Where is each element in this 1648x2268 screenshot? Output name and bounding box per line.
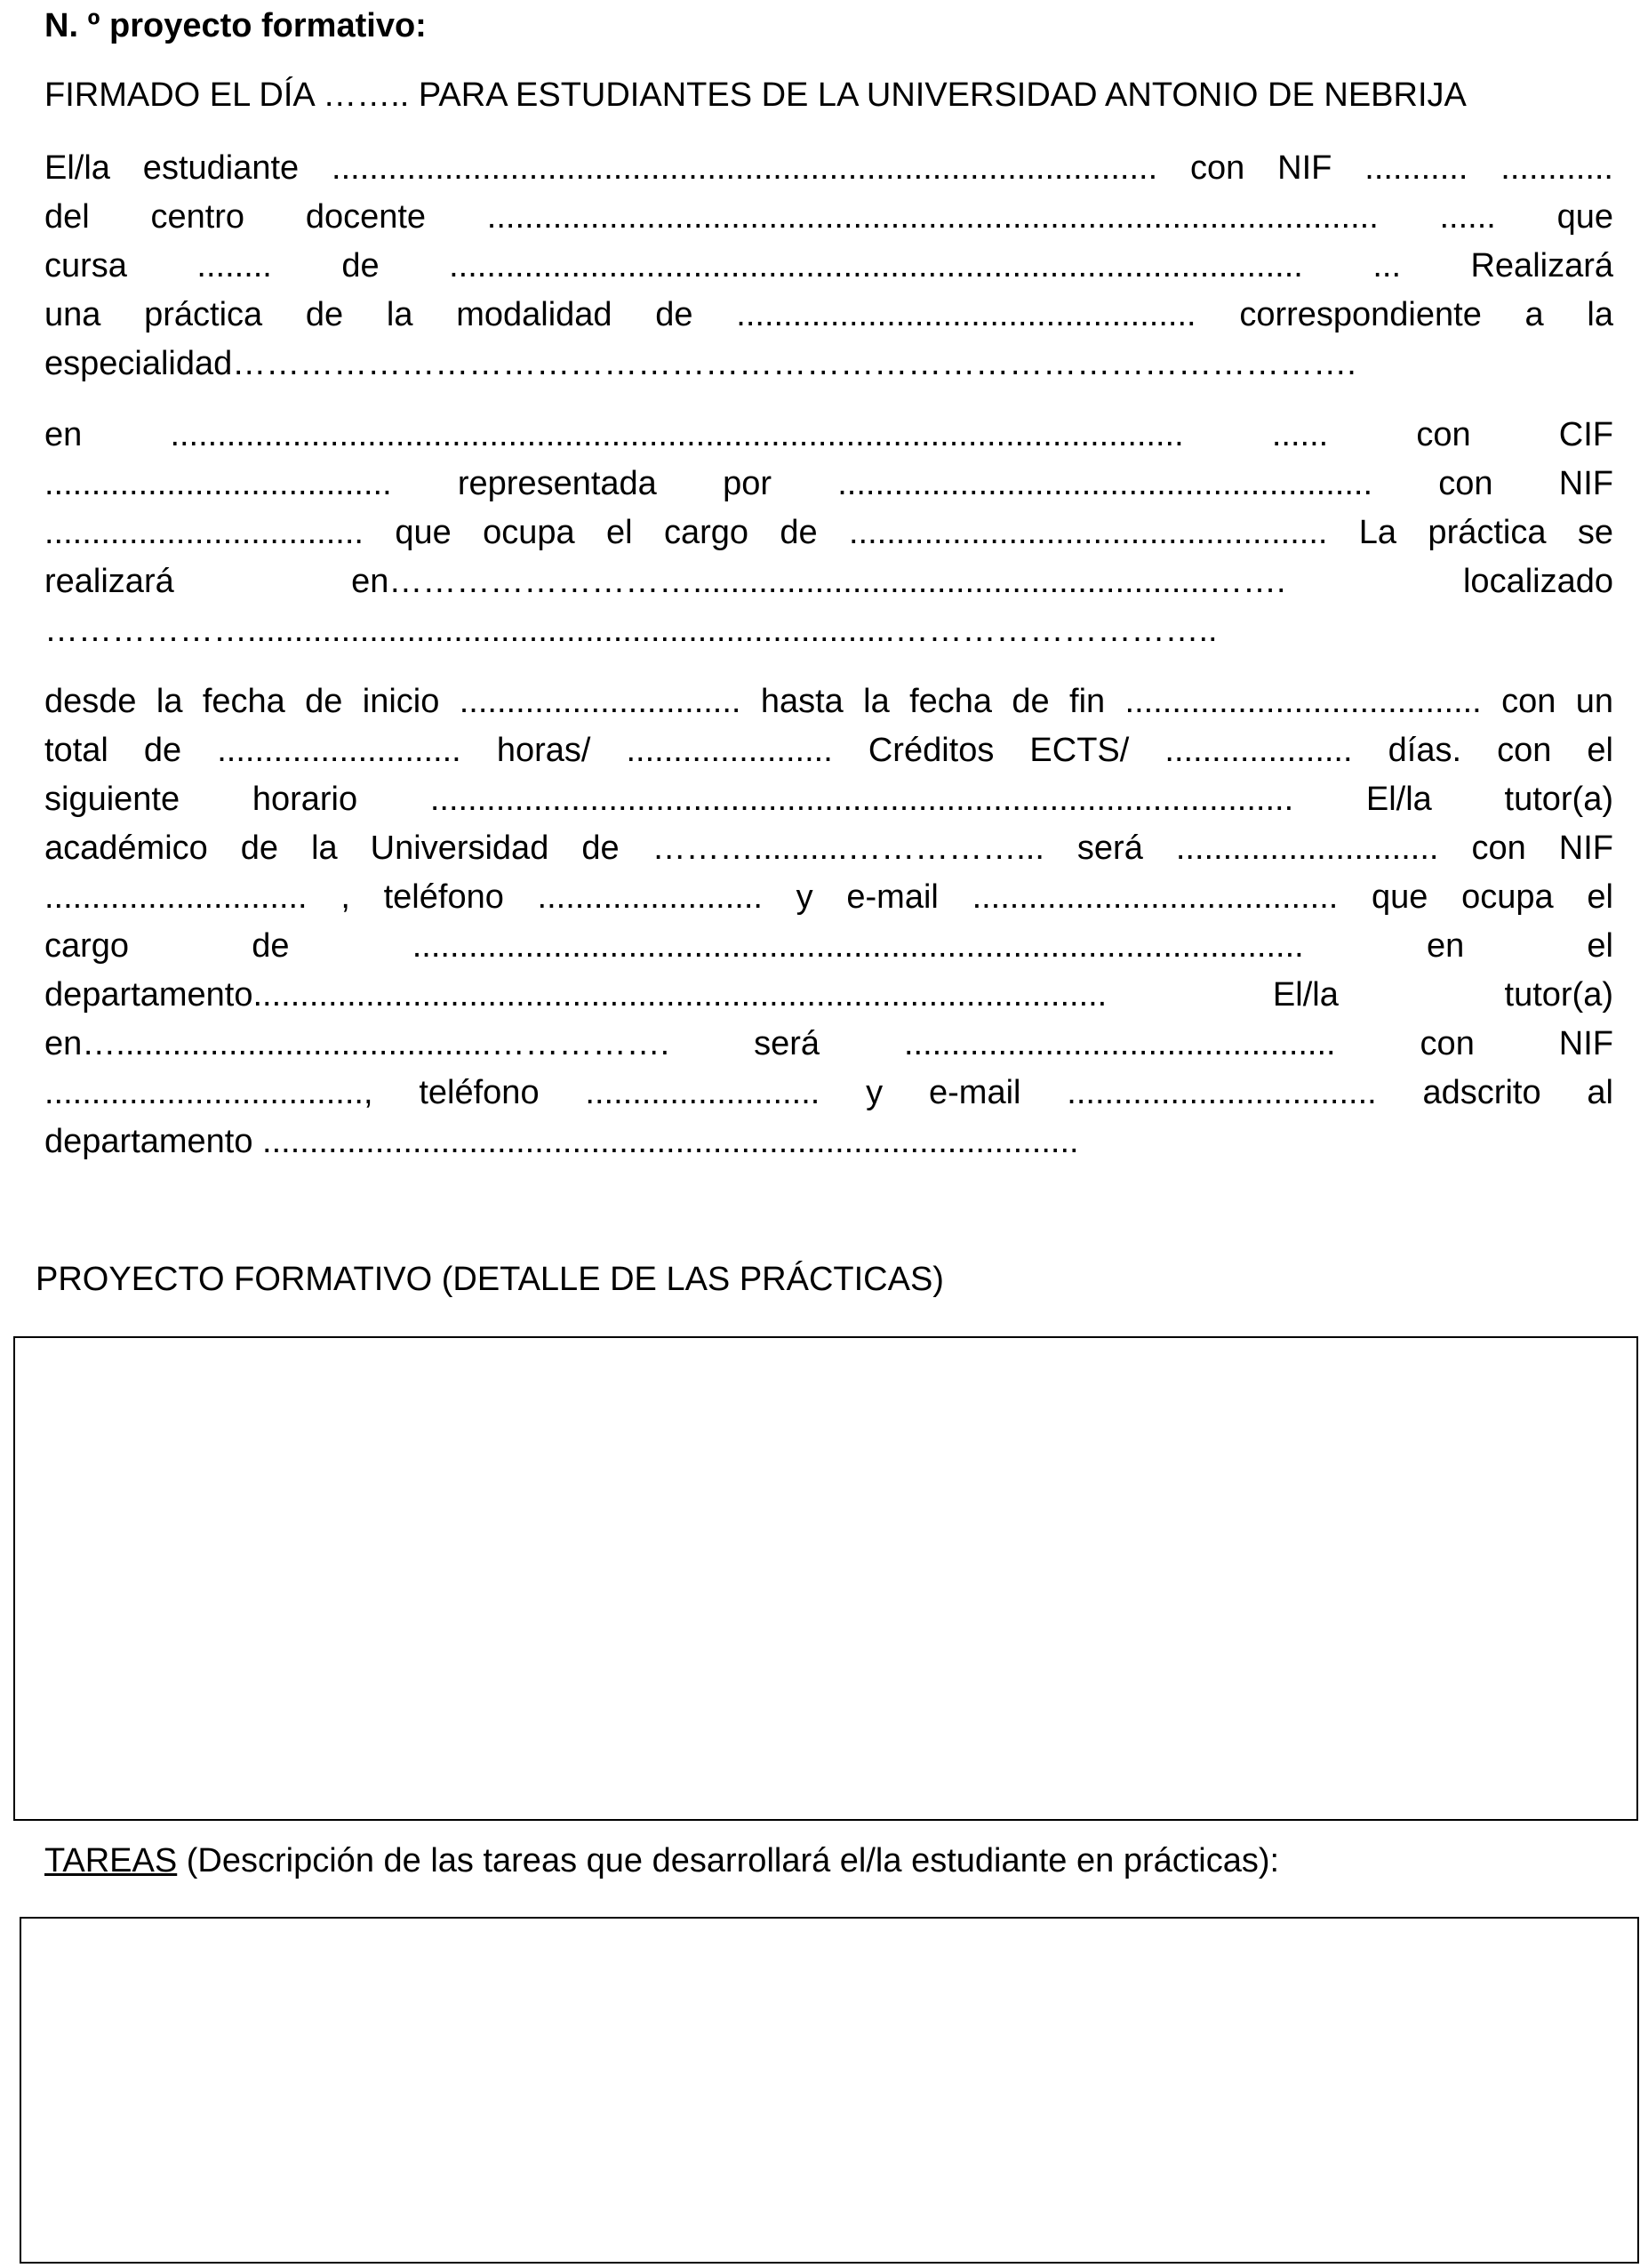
entity-line: en ............................................................................................................ ...... con CIF: [44, 416, 1613, 453]
entity-paragraph: [44, 411, 1613, 655]
entity-line: .................................. que ocupa el cargo de ................................................... La práctica se: [44, 514, 1613, 551]
entity-line: ……………….....................................................................………………………..: [44, 612, 1218, 649]
dates-tutors-paragraph: [44, 677, 1613, 1166]
tasks-label: TAREAS: [44, 1842, 178, 1879]
entity-line: realizará en……………………….......................................................……. localizado: [44, 563, 1613, 600]
project-number-title: N. º proyecto formativo:: [44, 7, 427, 44]
student-paragraph: [44, 144, 1613, 389]
dates-line: departamento .......................................................................................: [44, 1123, 1079, 1160]
dates-line: académico de la Universidad de ………..........……………... será ............................ con NIF: [44, 829, 1613, 867]
student-line: especialidad……………………………………………………………………………………….: [44, 345, 1356, 382]
project-detail-heading: PROYECTO FORMATIVO (DETALLE DE LAS PRÁCTICAS): [36, 1261, 944, 1298]
dates-line: en…........................................……………. será .............................................. con NIF: [44, 1025, 1613, 1062]
entity-line: ..................................... representada por ......................................................... con NIF: [44, 465, 1613, 502]
tasks-description: (Descripción de las tareas que desarrollará el/la estudiante en prácticas):: [177, 1842, 1280, 1879]
dates-line: total de .......................... horas/ ...................... Créditos ECTS/ .................... días. con el: [44, 732, 1613, 769]
student-line: una práctica de la modalidad de ................................................. correspondiente a la: [44, 296, 1613, 333]
student-line: El/la estudiante ........................................................................................ con NIF ........... ............: [44, 149, 1613, 187]
dates-line: siguiente horario ............................................................................................ El/la tutor(a): [44, 781, 1613, 818]
student-line: cursa ........ de ........................................................................................... ... Realizará: [44, 247, 1613, 285]
tasks-box[interactable]: [20, 1917, 1639, 2264]
student-line: del centro docente ............................................................................................... ...... que: [44, 198, 1613, 236]
project-detail-box[interactable]: [13, 1336, 1638, 1821]
signed-date-line: FIRMADO EL DÍA …….. PARA ESTUDIANTES DE LA UNIVERSIDAD ANTONIO DE NEBRIJA: [44, 76, 1467, 114]
tasks-heading: [44, 1842, 1279, 1880]
dates-line: .................................., teléfono ......................... y e-mail ................................. adscrito al: [44, 1074, 1613, 1111]
dates-line: cargo de ............................................................................................... en el: [44, 927, 1613, 965]
dates-line: departamento........................................................................................... El/la tutor(a): [44, 976, 1613, 1014]
dates-line: desde la fecha de inicio .............................. hasta la fecha de fin ...................................... con un: [44, 683, 1613, 720]
dates-line: ............................ , teléfono ........................ y e-mail ....................................... que ocupa el: [44, 878, 1613, 916]
